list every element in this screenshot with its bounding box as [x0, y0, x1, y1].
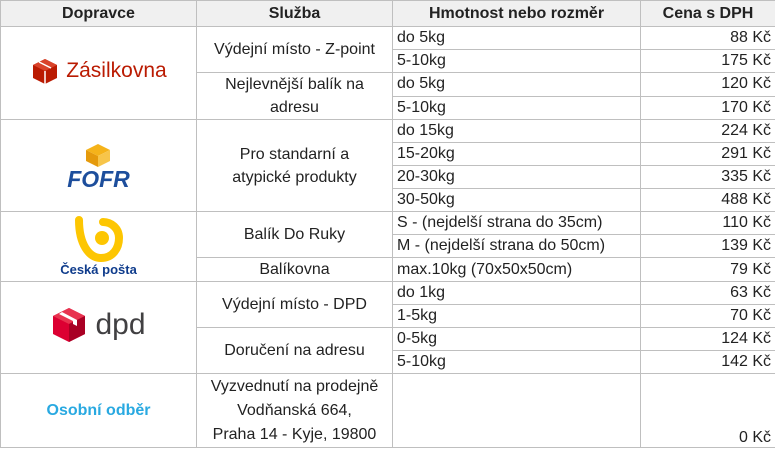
weight-cell: 5-10kg [393, 50, 641, 73]
header-price: Cena s DPH [641, 1, 775, 27]
service-dpd-misto: Výdejní místo - DPD [197, 282, 393, 328]
price-cell: 175 Kč [641, 50, 775, 73]
weight-cell: do 1kg [393, 282, 641, 305]
weight-cell: 30-50kg [393, 189, 641, 212]
price-cell: 120 Kč [641, 73, 775, 97]
dpd-name: dpd [95, 308, 146, 341]
price-cell: 142 Kč [641, 351, 775, 374]
weight-cell: M - (nejdelší strana do 50cm) [393, 235, 641, 258]
price-cell: 170 Kč [641, 96, 775, 120]
osobni-line-2: Vodňanská 664, [237, 401, 352, 419]
post-horn-icon [75, 216, 123, 262]
service-z-point: Výdejní místo - Z-point [197, 27, 393, 73]
fofr-logo [1, 120, 197, 212]
price-cell: 0 Kč [641, 374, 775, 448]
weight-cell: max.10kg (70x50x50cm) [393, 258, 641, 282]
price-cell: 79 Kč [641, 258, 775, 282]
weight-cell: 20-30kg [393, 166, 641, 189]
ceska-posta-name: Česká pošta [60, 262, 137, 277]
osobni-line-1: Vyzvednutí na prodejně [210, 377, 379, 395]
price-cell: 110 Kč [641, 212, 775, 235]
service-cp-balikovna: Balíkovna [197, 258, 393, 282]
osobni-odber-label [1, 374, 197, 448]
zasilkovna-name: Zásilkovna [66, 58, 167, 82]
service-z-adresa: Nejlevnější balík na adresu [197, 73, 393, 120]
weight-cell: 0-5kg [393, 328, 641, 351]
table-row [1, 282, 775, 305]
weight-cell [393, 374, 641, 448]
price-cell: 291 Kč [641, 143, 775, 166]
price-cell: 63 Kč [641, 282, 775, 305]
weight-cell: S - (nejdelší strana do 35cm) [393, 212, 641, 235]
table-row [1, 374, 775, 448]
header-service: Služba [197, 1, 393, 27]
price-cell: 488 Kč [641, 189, 775, 212]
header-carrier: Dopravce [1, 1, 197, 27]
zasilkovna-logo [1, 27, 197, 120]
price-cell: 139 Kč [641, 235, 775, 258]
weight-cell: do 5kg [393, 73, 641, 97]
fofr-name: FOFR [67, 165, 130, 192]
weight-cell: 15-20kg [393, 143, 641, 166]
osobni-line-3: Praha 14 - Kyje, 19800 [212, 425, 377, 443]
weight-cell: 5-10kg [393, 96, 641, 120]
table-row [1, 27, 775, 50]
dpd-cube-icon [51, 306, 87, 344]
service-dpd-adresa: Doručení na adresu [197, 328, 393, 374]
price-cell: 124 Kč [641, 328, 775, 351]
weight-cell: 5-10kg [393, 351, 641, 374]
ceska-posta-logo [1, 212, 197, 282]
price-cell: 70 Kč [641, 305, 775, 328]
fofr-box-icon [80, 142, 116, 168]
price-cell: 88 Kč [641, 27, 775, 50]
service-fofr: Pro standarní a atypické produkty [197, 120, 393, 212]
table-row [1, 212, 775, 235]
table-row [1, 120, 775, 143]
weight-cell: 1-5kg [393, 305, 641, 328]
header-weight: Hmotnost nebo rozměr [393, 1, 641, 27]
table-header-row [1, 1, 775, 27]
osobni-odber-name: Osobní odběr [46, 401, 151, 419]
price-cell: 224 Kč [641, 120, 775, 143]
package-icon [30, 57, 60, 85]
service-cp-ruky: Balík Do Ruky [197, 212, 393, 258]
dpd-logo [1, 282, 197, 374]
service-osobni [197, 374, 393, 448]
weight-cell: do 5kg [393, 27, 641, 50]
price-cell: 335 Kč [641, 166, 775, 189]
weight-cell: do 15kg [393, 120, 641, 143]
